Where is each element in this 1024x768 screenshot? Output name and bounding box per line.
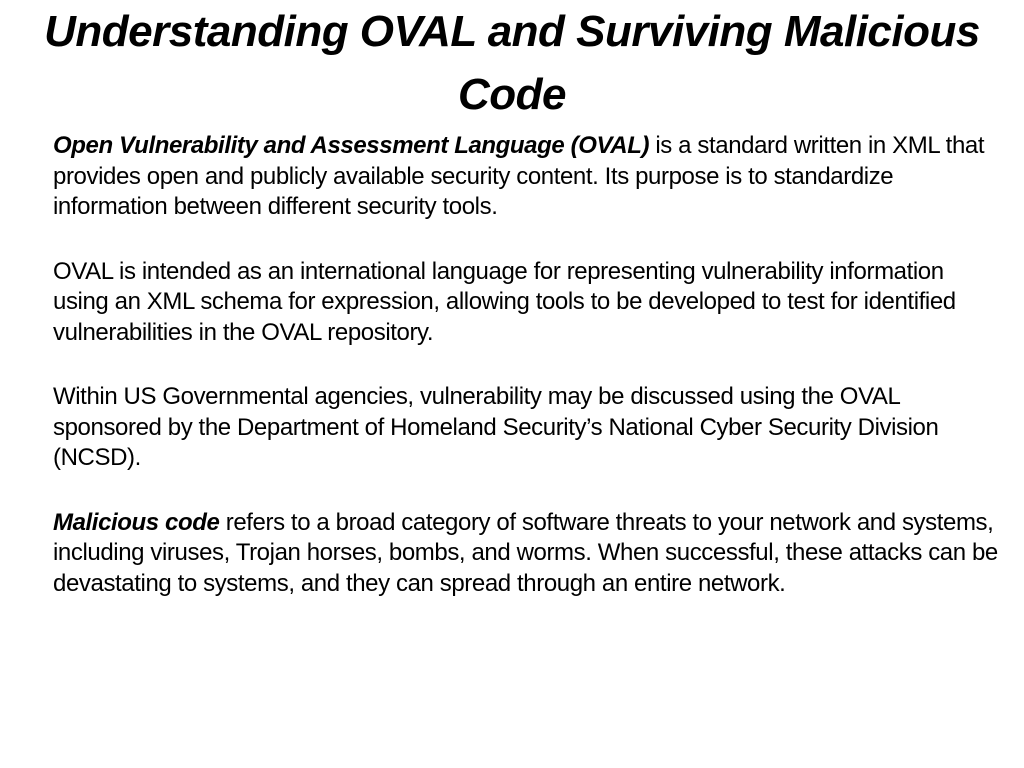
slide-body [53, 131, 998, 633]
paragraph-text: OVAL is intended as an international language for representing vulnerability information using an XML schema for expression, allowing tools to be developed to test for identified vulnerabilities in the OVAL repository. [53, 257, 956, 346]
paragraph-text: Within US Governmental agencies, vulnerability may be discussed using the OVAL sponsored by the Department of Homeland Security’s National Cyber Security Division (NCSD). [53, 383, 939, 471]
paragraph-malicious-code [53, 508, 998, 600]
slide-title: Understanding OVAL and Surviving Malicious Code [44, 7, 980, 119]
paragraph-us-agencies [53, 382, 998, 474]
paragraph-oval-definition [53, 131, 998, 223]
term-malicious-code: Malicious code [53, 508, 220, 536]
paragraph-text: is a standard written in XML that provides open and publicly available security content. Its purpose is to standardize information between different security tools. [53, 132, 985, 220]
term-oval: Open Vulnerability and Assessment Language (OVAL) [53, 132, 650, 159]
paragraph-text: refers to a broad category of software threats to your network and systems, including viruses, Trojan horses, bombs, and worms. When successful, these attacks can be devastating to systems, and they can spread through an entire network. [53, 508, 998, 597]
paragraph-oval-purpose [53, 257, 998, 349]
